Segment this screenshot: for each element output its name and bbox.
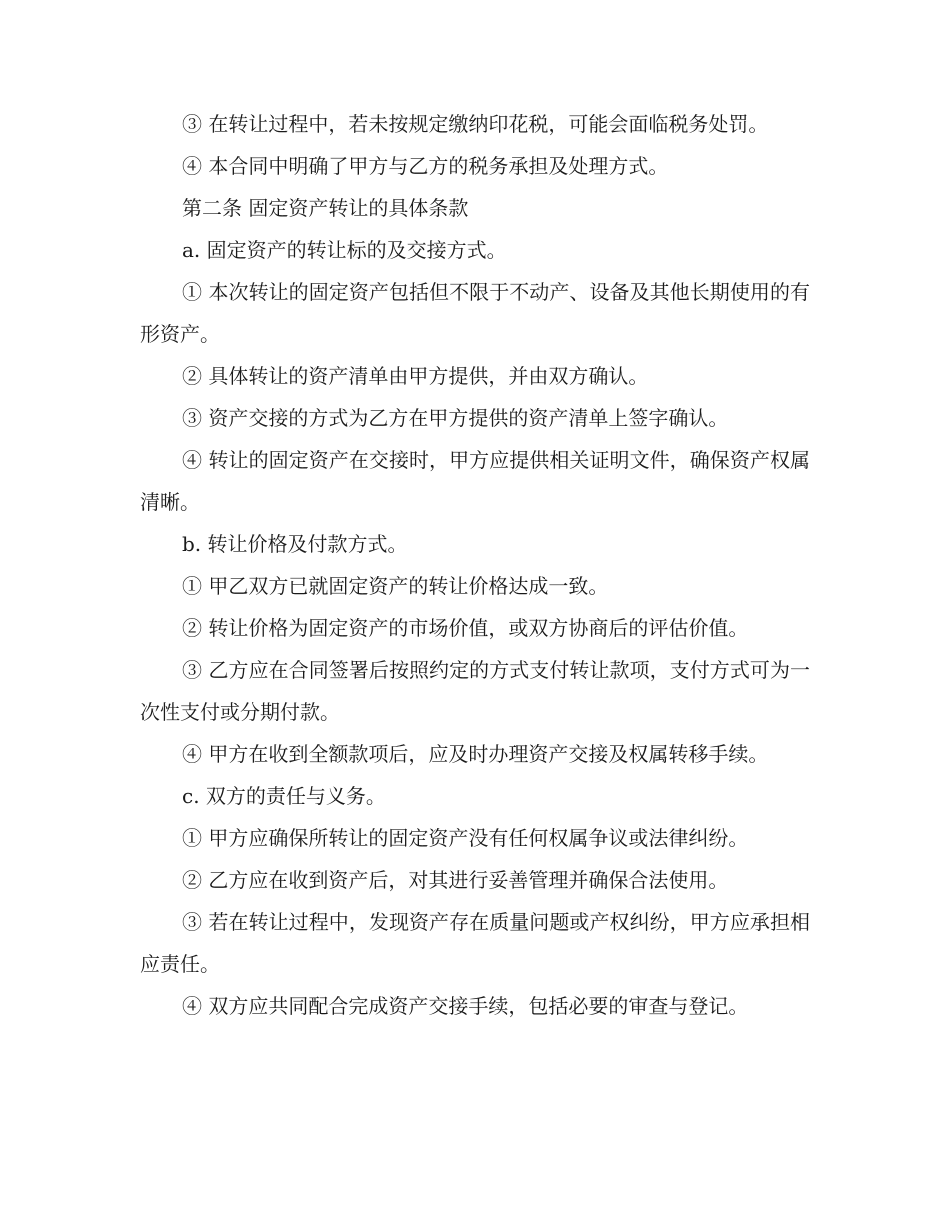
section-c-heading: c. 双方的责任与义务。	[182, 784, 386, 808]
paragraph-b-1: ① 甲乙双方已就固定资产的转让价格达成一致。	[182, 574, 609, 598]
section-b-heading: b. 转让价格及付款方式。	[182, 532, 408, 556]
article-two-heading: 第二条 固定资产转让的具体条款	[182, 196, 469, 220]
paragraph-b-2: ② 转让价格为固定资产的市场价值，或双方协商后的评估价值。	[182, 616, 749, 640]
paragraph-tax-responsibility: ④ 本合同中明确了甲方与乙方的税务承担及处理方式。	[182, 154, 669, 178]
paragraph-b-4: ④ 甲方在收到全额款项后，应及时办理资产交接及权属转移手续。	[182, 742, 769, 766]
paragraph-c-3: ③ 若在转让过程中，发现资产存在质量问题或产权纠纷，甲方应承担相应责任。	[140, 910, 810, 976]
paragraph-a-3: ③ 资产交接的方式为乙方在甲方提供的资产清单上签字确认。	[182, 406, 729, 430]
paragraph-c-4: ④ 双方应共同配合完成资产交接手续，包括必要的审查与登记。	[182, 994, 749, 1018]
paragraph-a-4: ④ 转让的固定资产在交接时，甲方应提供相关证明文件，确保资产权属清晰。	[140, 448, 810, 514]
paragraph-tax-penalty: ③ 在转让过程中，若未按规定缴纳印花税，可能会面临税务处罚。	[182, 112, 769, 136]
section-a-heading: a. 固定资产的转让标的及交接方式。	[182, 238, 507, 262]
paragraph-b-3: ③ 乙方应在合同签署后按照约定的方式支付转让款项，支付方式可为一次性支付或分期付款。	[140, 658, 810, 724]
paragraph-a-1: ① 本次转让的固定资产包括但不限于不动产、设备及其他长期使用的有形资产。	[140, 280, 810, 346]
paragraph-a-2: ② 具体转让的资产清单由甲方提供，并由双方确认。	[182, 364, 649, 388]
paragraph-c-2: ② 乙方应在收到资产后，对其进行妥善管理并确保合法使用。	[182, 868, 729, 892]
paragraph-c-1: ① 甲方应确保所转让的固定资产没有任何权属争议或法律纠纷。	[182, 826, 749, 850]
